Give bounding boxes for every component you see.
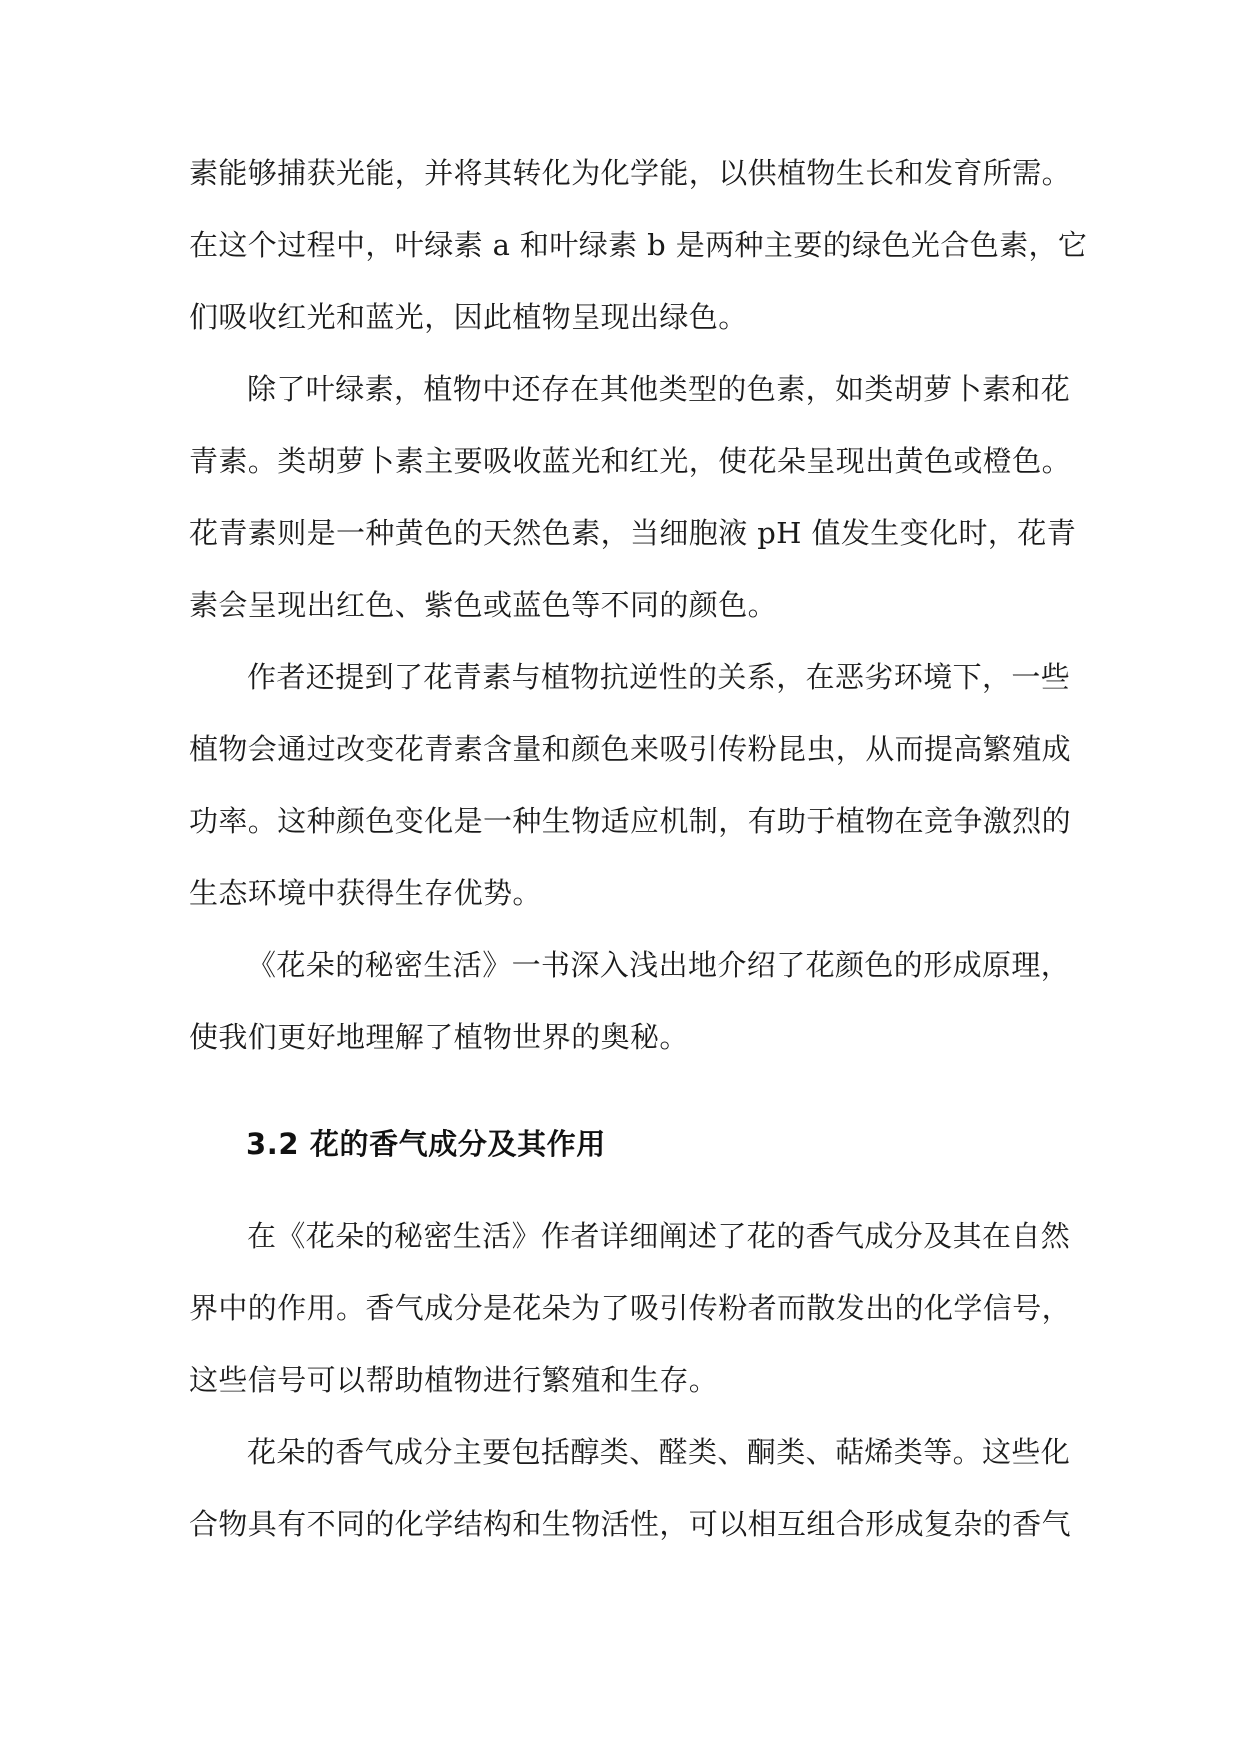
paragraph-line: 这些信号可以帮助植物进行繁殖和生存。 bbox=[189, 1363, 719, 1397]
paragraph-line: 使我们更好地理解了植物世界的奥秘。 bbox=[189, 1020, 689, 1054]
paragraph-line: 合物具有不同的化学结构和生物活性，可以相互组合形成复杂的香气 bbox=[189, 1507, 1072, 1541]
paragraph-line: 除了叶绿素，植物中还存在其他类型的色素，如类胡萝卜素和花 bbox=[247, 372, 1071, 406]
paragraph-line: 作者还提到了花青素与植物抗逆性的关系，在恶劣环境下，一些 bbox=[247, 660, 1071, 694]
paragraph-line: 生态环境中获得生存优势。 bbox=[189, 876, 542, 910]
paragraph-line: 花朵的香气成分主要包括醇类、醛类、酮类、萜烯类等。这些化 bbox=[247, 1435, 1071, 1469]
paragraph-line: 植物会通过改变花青素含量和颜色来吸引传粉昆虫，从而提高繁殖成 bbox=[189, 732, 1072, 766]
paragraph-line: 们吸收红光和蓝光，因此植物呈现出绿色。 bbox=[189, 300, 748, 334]
paragraph-line: 功率。这种颜色变化是一种生物适应机制，有助于植物在竞争激烈的 bbox=[189, 804, 1072, 838]
paragraph-line: 青素。类胡萝卜素主要吸收蓝光和红光，使花朵呈现出黄色或橙色。 bbox=[189, 444, 1072, 478]
paragraph-line: 在《花朵的秘密生活》作者详细阐述了花的香气成分及其在自然 bbox=[247, 1219, 1071, 1253]
paragraph-line: 界中的作用。香气成分是花朵为了吸引传粉者而散发出的化学信号， bbox=[189, 1291, 1072, 1325]
paragraph-line: 花青素则是一种黄色的天然色素，当细胞液 pH 值发生变化时，花青 bbox=[189, 516, 1077, 550]
paragraph-line: 在这个过程中，叶绿素 a 和叶绿素 b 是两种主要的绿色光合色素，它 bbox=[189, 228, 1088, 262]
section-heading: 3.2 花的香气成分及其作用 bbox=[246, 1127, 606, 1161]
paragraph-line: 素会呈现出红色、紫色或蓝色等不同的颜色。 bbox=[189, 588, 778, 622]
paragraph-line: 《花朵的秘密生活》一书深入浅出地介绍了花颜色的形成原理， bbox=[247, 948, 1071, 982]
paragraph-line: 素能够捕获光能，并将其转化为化学能，以供植物生长和发育所需。 bbox=[189, 156, 1072, 190]
